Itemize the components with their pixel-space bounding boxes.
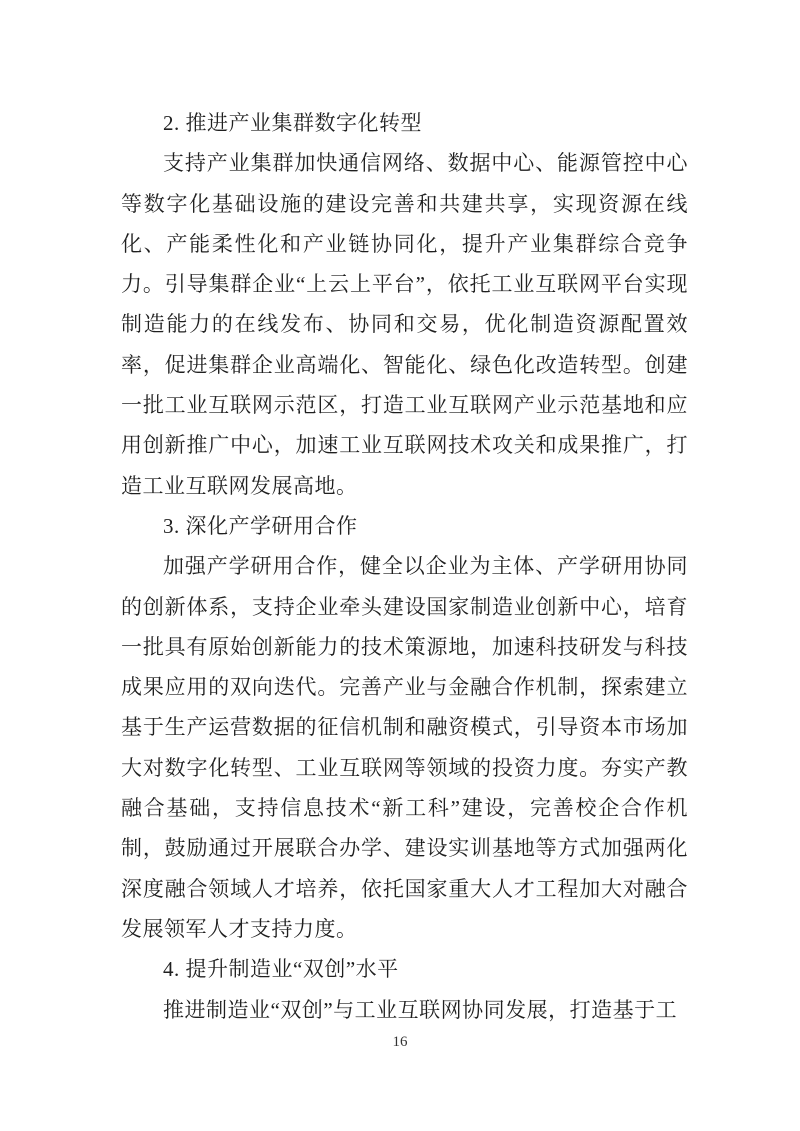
- section-heading-2: 2. 推进产业集群数字化转型: [163, 111, 422, 135]
- document-body: [121, 103, 688, 1030]
- section-2-paragraph: 支持产业集群加快通信网络、数据中心、能源管控中心等数字化基础设施的建设完善和共建共享，实现资源在线化、产能柔性化和产业链协同化，提升产业集群综合竞争力。引导集群企业“上云上平台”，依托工业互联网平台实现制造能力的在线发布、协同和交易，优化制造资源配置效率，促进集群企业高端化、智能化、绿色化改造转型。创建一批工业互联网示范区，打造工业互联网产业示范基地和应用创新推广中心，加速工业互联网技术攻关和成果推广，打造工业互联网发展高地。: [121, 151, 688, 498]
- section-4-paragraph: 推进制造业“双创”与工业互联网协同发展，打造基于工: [163, 997, 678, 1022]
- page-number: 16: [392, 1034, 408, 1050]
- section-heading-3: 3. 深化产学研用合作: [163, 513, 358, 538]
- section-3-paragraph: 加强产学研用合作，健全以企业为主体、产学研用协同的创新体系，支持企业牵头建设国家制造业创新中心，培育一批具有原始创新能力的技术策源地，加速科技研发与科技成果应用的双向迭代。完善产业与金融合作机制，探索建立基于生产运营数据的征信机制和融资模式，引导资本市场加大对数字化转型、工业互联网等领域的投资力度。夯实产教融合基础，支持信息技术“新工科”建设，完善校企合作机制，鼓励通过开展联合办学、建设实训基地等方式加强两化深度融合领域人才培养，依托国家重大人才工程加大对融合发展领军人才支持力度。: [121, 554, 688, 941]
- section-heading-4: 4. 提升制造业“双创”水平: [163, 957, 399, 982]
